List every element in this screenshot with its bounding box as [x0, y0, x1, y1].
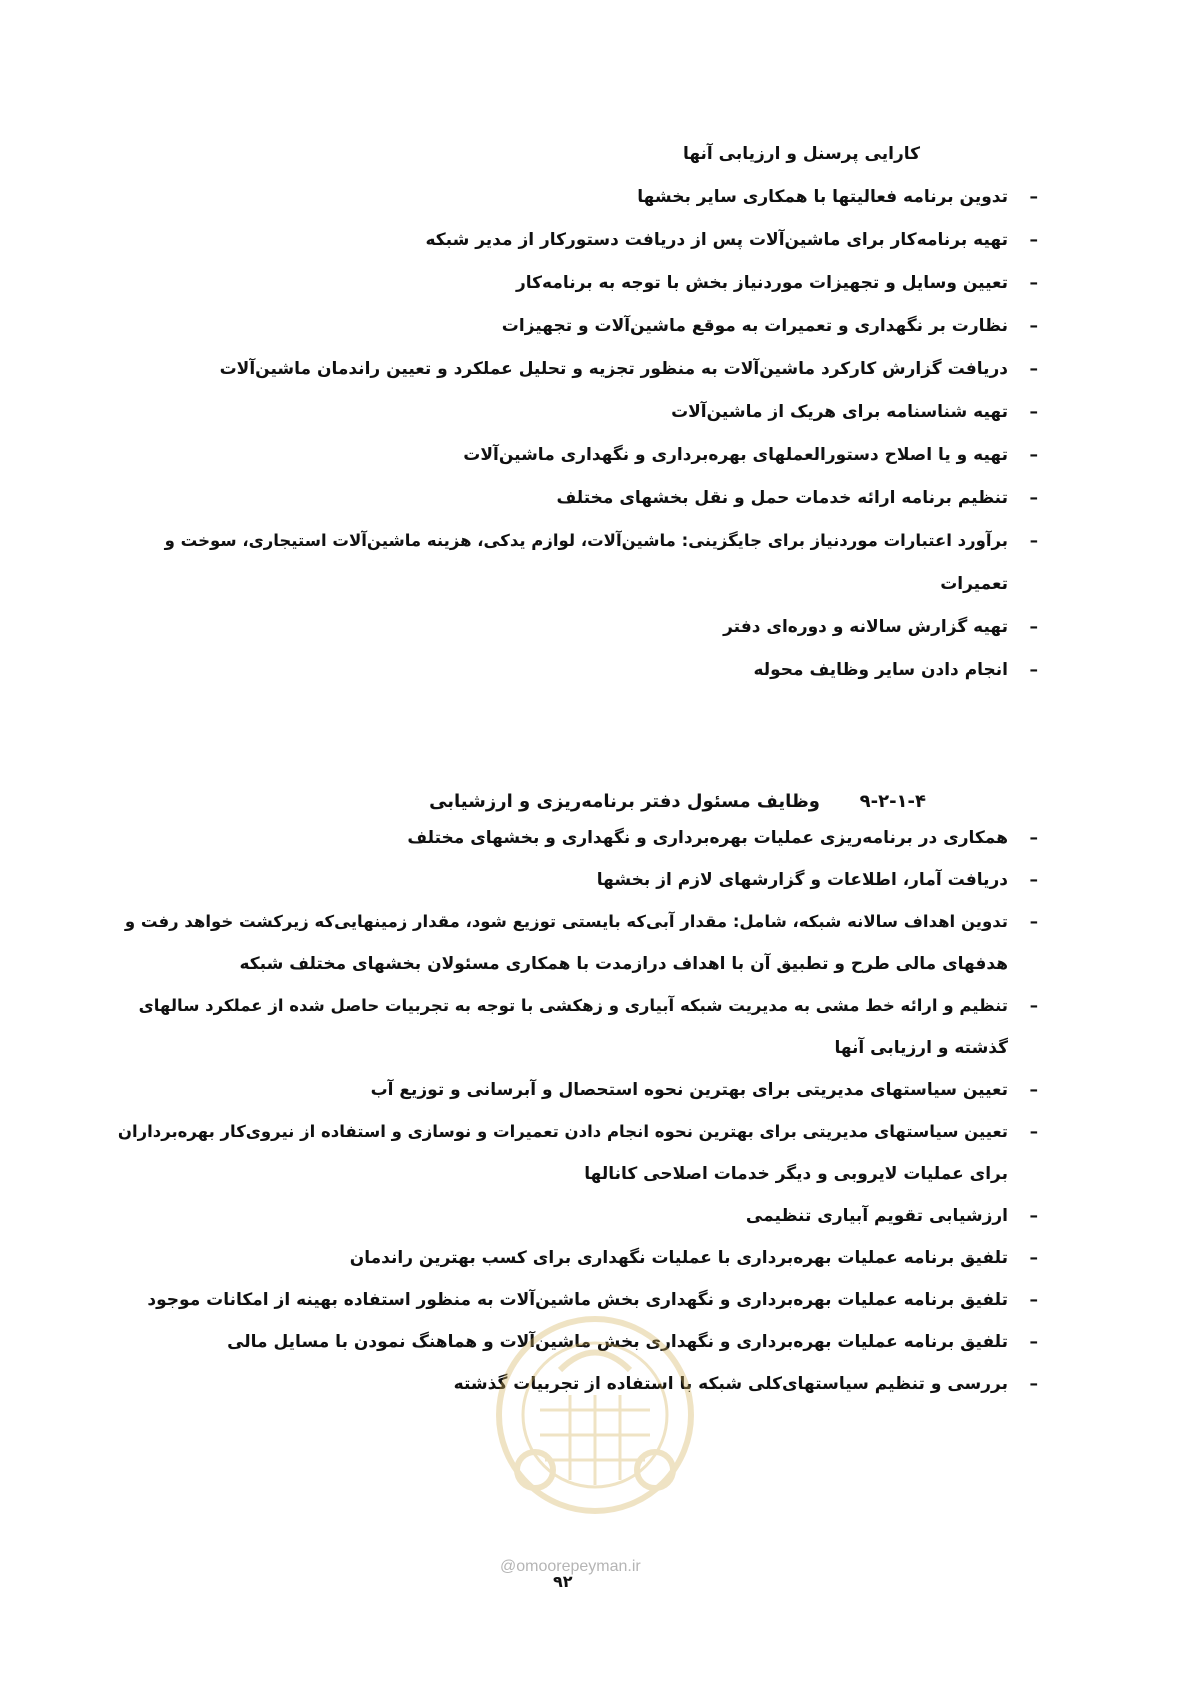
list-item: – تهیه گزارش سالانه و دوره‌ای دفتر	[723, 617, 1038, 637]
list-item: – تدوین اهداف سالانه شبکه، شامل: مقدار آبی‌که بایستی توزیع شود، مقدار زمینهایی‌که زیرکشت خواهد رفت و	[124, 912, 1038, 931]
list-item: – تهیه برنامه‌کار برای ماشین‌آلات پس از دریافت دستورکار از مدیر شبکه	[425, 230, 1038, 250]
list-item: – تلفیق برنامه عملیات بهره‌برداری و نگهداری بخش ماشین‌آلات و هماهنگ نمودن با مسایل مالی	[227, 1332, 1038, 1352]
page-number: ۹۲	[553, 1572, 573, 1591]
list-item: – تعیین سیاستهای مدیریتی برای بهترین نحوه انجام دادن تعمیرات و نوسازی و استفاده از نیروی‌کار بهره‌برداران	[117, 1122, 1038, 1141]
list-item-continuation: برای عملیات لایروبی و دیگر خدمات اصلاحی کانالها	[584, 1164, 1008, 1184]
list-item: – تلفیق برنامه عملیات بهره‌برداری با عملیات نگهداری برای کسب بهترین راندمان	[349, 1248, 1038, 1268]
list-item: – نظارت بر نگهداری و تعمیرات به موقع ماشین‌آلات و تجهیزات	[501, 316, 1038, 336]
list-item: – ارزشیابی تقویم آبیاری تنظیمی	[745, 1206, 1038, 1226]
footer-url: @omoorepeyman.ir	[500, 1558, 641, 1575]
list-item: – تدوین برنامه فعالیتها با همکاری سایر بخشها	[637, 187, 1038, 207]
list-item: – تعیین سیاستهای مدیریتی برای بهترین نحوه استحصال و آبرسانی و توزیع آب	[370, 1080, 1038, 1100]
list-item-continuation: هدفهای مالی طرح و تطبیق آن با اهداف درازمدت با همکاری مسئولان بخشهای مختلف شبکه	[239, 954, 1008, 974]
list-item: – انجام دادن سایر وظایف محوله	[753, 660, 1038, 680]
section-title: وظایف مسئول دفتر برنامه‌ریزی و ارزشیابی	[429, 791, 820, 812]
intro-line: کارایی پرسنل و ارزیابی آنها	[682, 144, 920, 164]
list-item: – تلفیق برنامه عملیات بهره‌برداری و نگهداری بخش ماشین‌آلات به منظور استفاده بهینه از امکانات موجود	[147, 1290, 1038, 1310]
list-item-continuation: گذشته و ارزیابی آنها	[834, 1038, 1008, 1058]
list-item: – تهیه و یا اصلاح دستورالعملهای بهره‌برداری و نگهداری ماشین‌آلات	[463, 445, 1038, 465]
list-item-continuation: تعمیرات	[940, 574, 1008, 594]
list-item: – بررسی و تنظیم سیاستهای‌کلی شبکه با استفاده از تجربیات گذشته	[453, 1374, 1038, 1394]
list-item: – تعیین وسایل و تجهیزات موردنیاز بخش با توجه به برنامه‌کار	[515, 273, 1038, 293]
seal-logo-icon	[490, 1310, 700, 1520]
list-item: – دریافت گزارش کارکرد ماشین‌آلات به منظور تجزیه و تحلیل عملکرد و تعیین راندمان ماشین‌آلات	[219, 359, 1038, 379]
list-item: – برآورد اعتبارات موردنیاز برای جایگزینی: ماشین‌آلات، لوازم یدکی، هزینه ماشین‌آلات استیجاری، سوخت و	[164, 531, 1038, 550]
list-item: – تنظیم و ارائه خط مشی به مدیریت شبکه آبیاری و زهکشی با توجه به تجربیات حاصل شده از عملکرد سالهای	[138, 996, 1038, 1015]
section-number: ۹-۲-۱-۴	[859, 791, 926, 812]
list-item: – تنظیم برنامه ارائه خدمات حمل و نقل بخشهای مختلف	[556, 488, 1038, 508]
list-item: – دریافت آمار، اطلاعات و گزارشهای لازم از بخشها	[596, 870, 1038, 890]
list-item: – همکاری در برنامه‌ریزی عملیات بهره‌برداری و نگهداری و بخشهای مختلف	[407, 828, 1038, 848]
list-item: – تهیه شناسنامه برای هریک از ماشین‌آلات	[671, 402, 1038, 422]
